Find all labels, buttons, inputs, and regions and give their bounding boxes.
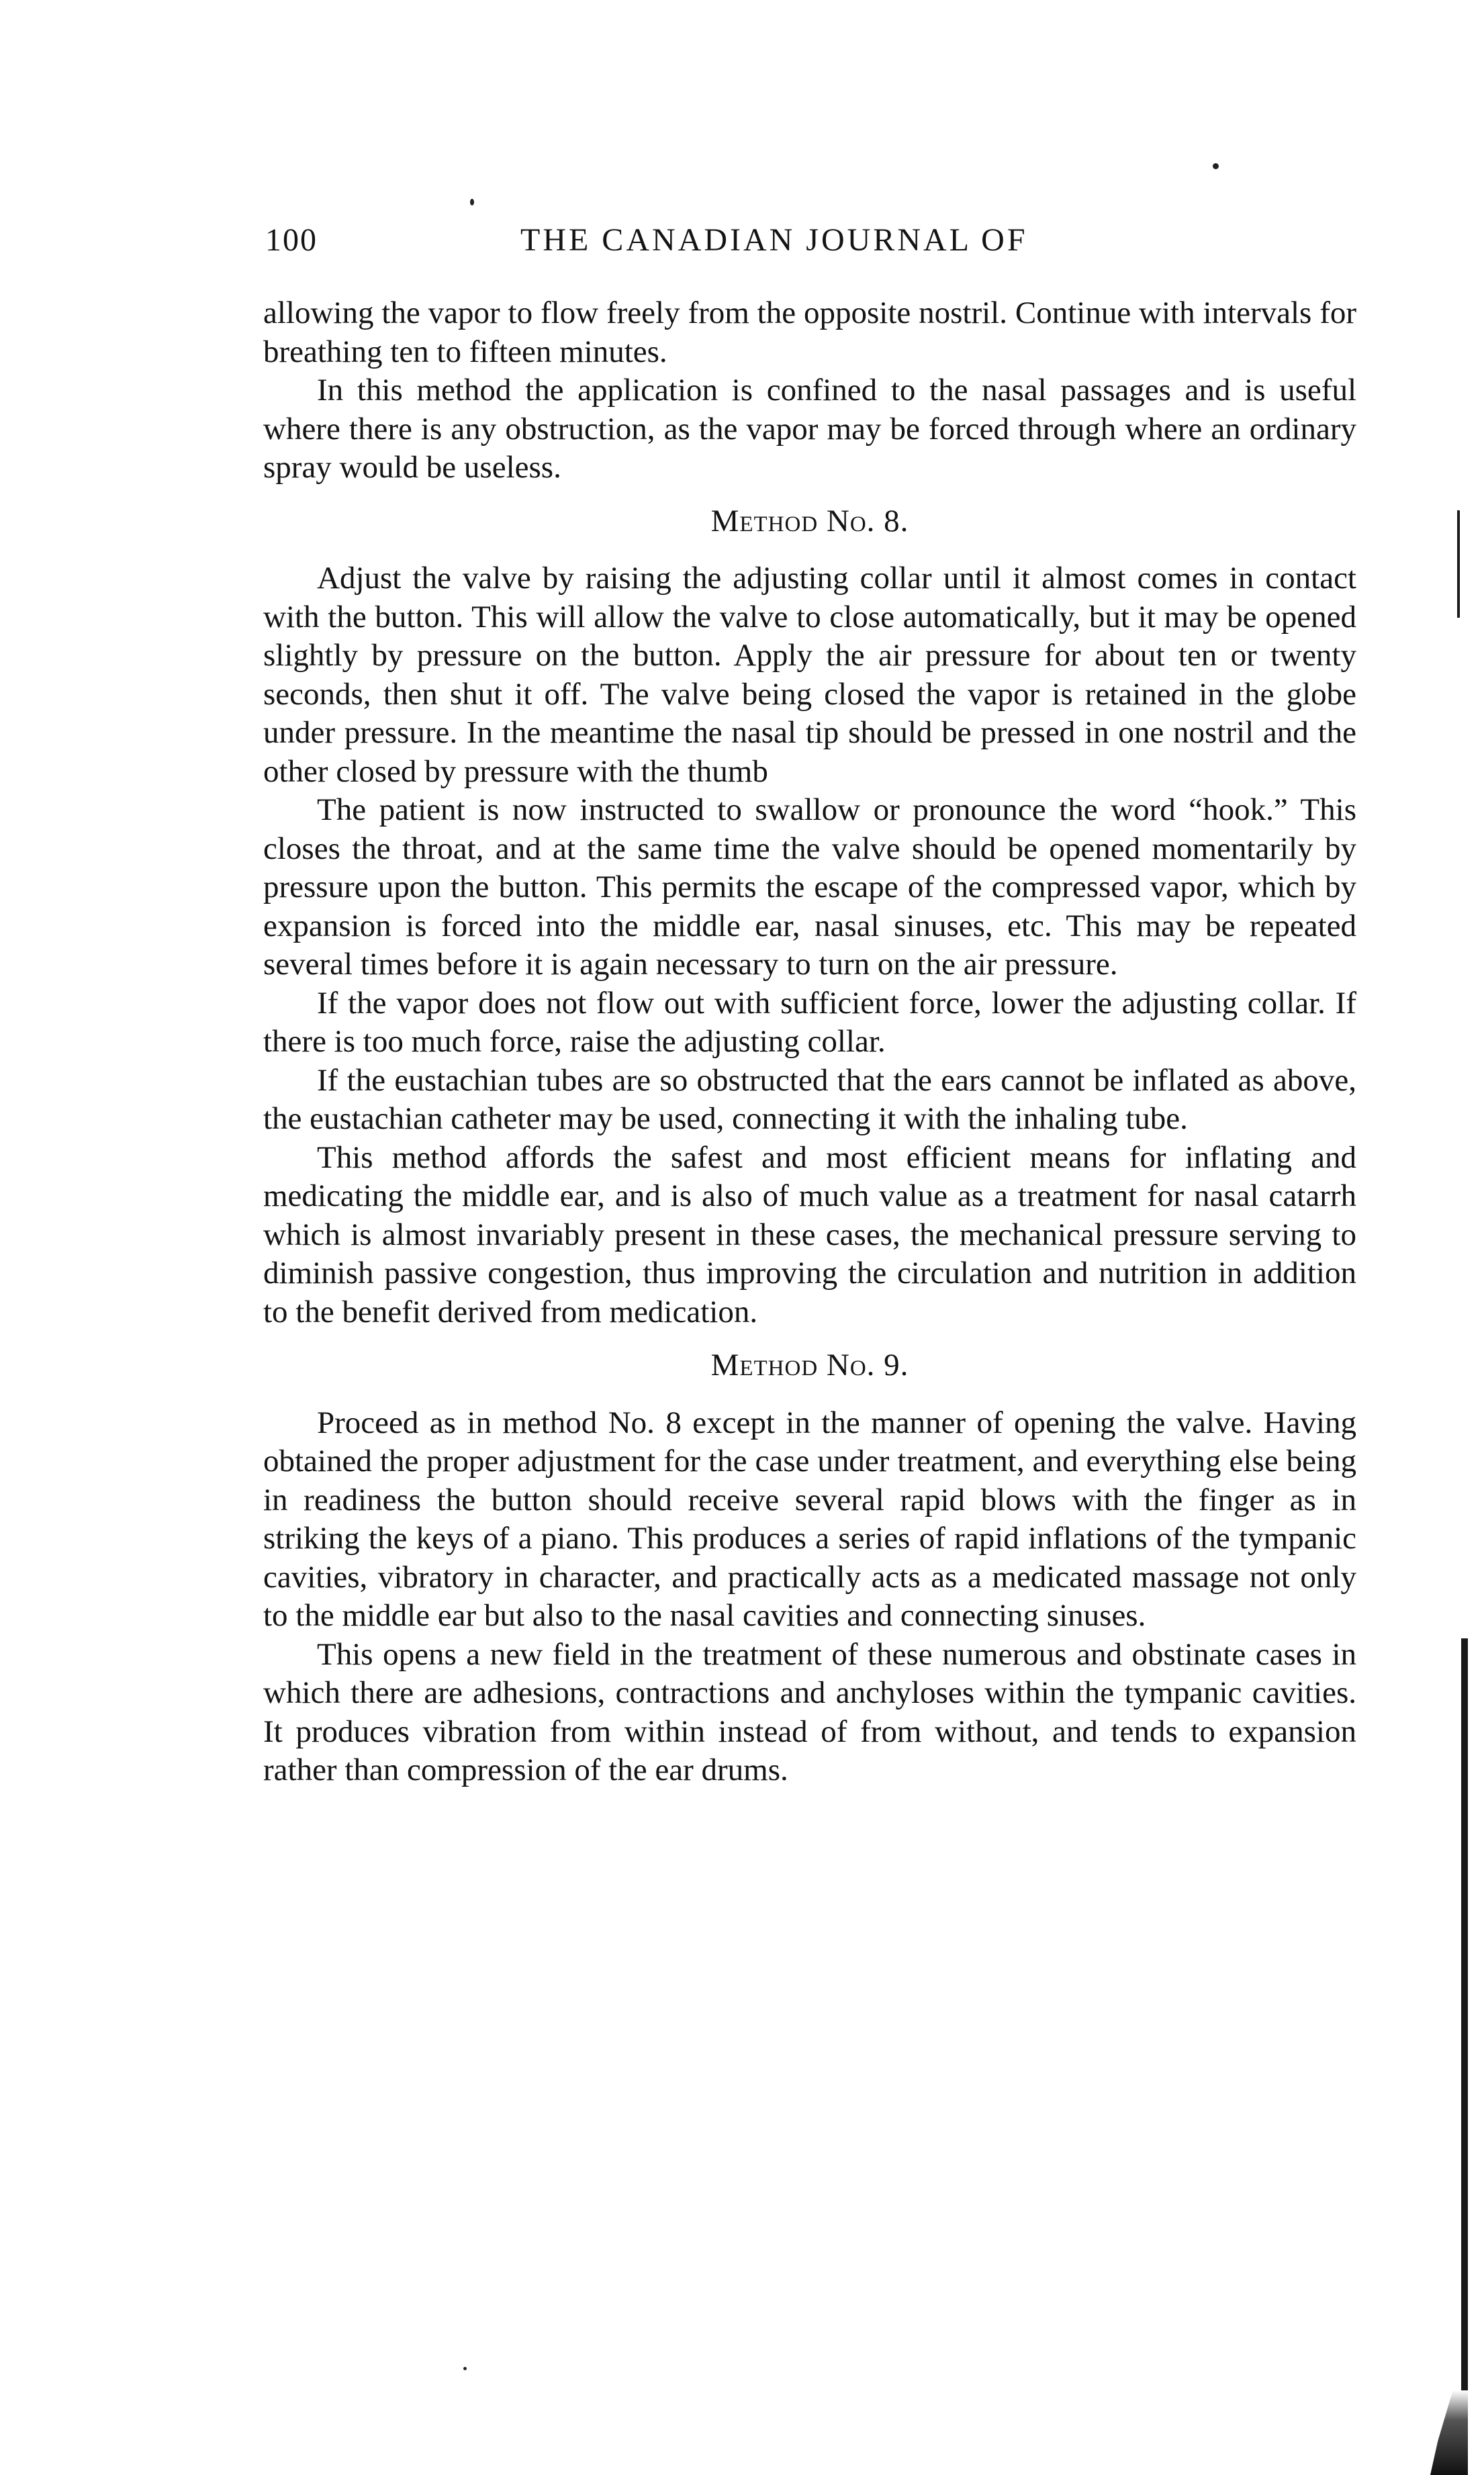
ink-speck (1213, 163, 1219, 169)
running-head (265, 222, 1356, 269)
paragraph: allowing the vapor to flow freely from the opposite nostril. Continue with intervals for breathing ten to fifteen minutes. (263, 295, 1356, 369)
margin-rule (1457, 510, 1460, 618)
paragraph: The patient is now instructed to swallow or pronounce the word “hook.” This closes the throat, and at the same time the valve should be opened momentarily by pressure upon the button. This permits the escape of the compressed vapor, which by expansion is forced into the middle ear, nasal sinuses, etc. This may be repeated several times before it is again necessary to turn on the air pressure. (263, 792, 1356, 982)
margin-rule (1461, 1638, 1468, 2475)
ink-speck (470, 199, 474, 205)
running-title: THE CANADIAN JOURNAL OF (520, 222, 1028, 258)
section-heading-text: Method No. 9. (710, 1348, 909, 1383)
binding-shadow (1430, 2390, 1468, 2475)
section-heading-text: Method No. 8. (710, 503, 909, 539)
paragraph: This method affords the safest and most efficient means for inflating and medicating the middle ear, and is also of much value as a treatment for nasal catarrh which is almost invariably present in these cases, the mechanical pressure serving to diminish passive congestion, thus improving the circulation and nutrition in addition to the benefit derived from medication. (263, 1139, 1356, 1329)
paragraph: Adjust the valve by raising the adjusting collar until it almost comes in contact with the button. This will allow the valve to close automatically, but it may be opened slightly by pressure on the button. Apply the air pressure for about ten or twenty seconds, then shut it off. The valve being closed the vapor is retained in the globe under pressure. In the meantime the nasal tip should be pressed in one nostril and the other closed by pressure with the thumb (263, 561, 1356, 789)
section-heading-method-8 (263, 502, 1356, 541)
paragraph: In this method the application is confined to the nasal passages and is useful where there is any obstruction, as the vapor may be forced through where an ordinary spray would be useless. (263, 373, 1356, 485)
section-heading-method-9 (263, 1346, 1356, 1385)
paragraph: Proceed as in method No. 8 except in the manner of opening the valve. Having obtained the proper adjustment for the case under treatment, and everything else being in readiness the button should receive several rapid blows with the finger as in striking the keys of a piano. This produces a series of rapid inflations of the tympanic cavities, vibratory in character, and practically acts as a medicated massage not only to the middle ear but also to the nasal cavities and connecting sinuses. (263, 1405, 1356, 1633)
paragraph: This opens a new field in the treatment of these numerous and obstinate cases in which there are adhesions, contractions and anchyloses within the tympanic cavities. It produces vibration from within instead of from without, and tends to expansion rather than compression of the ear drums. (263, 1636, 1356, 1787)
paragraph: If the vapor does not flow out with sufficient force, lower the adjusting collar. If there is too much force, raise the adjusting collar. (263, 985, 1356, 1059)
paragraph: If the eustachian tubes are so obstructed that the ears cannot be inflated as above, the eustachian catheter may be used, connecting it with the inhaling tube. (263, 1062, 1356, 1136)
ink-speck (463, 2367, 467, 2370)
body-text (263, 294, 1356, 1790)
page-number: 100 (265, 222, 318, 258)
